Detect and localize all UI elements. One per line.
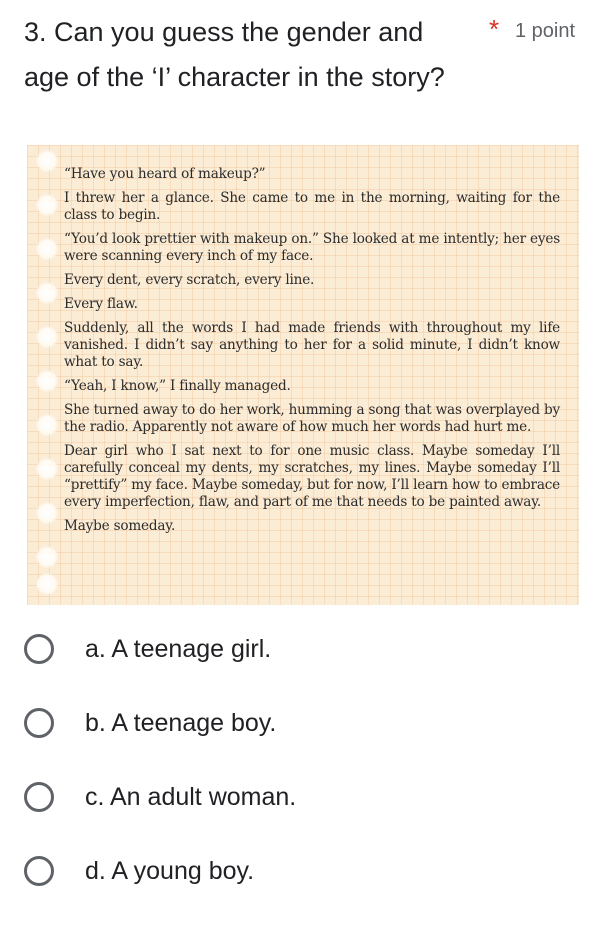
- required-asterisk: *: [489, 14, 500, 44]
- notebook-hole-icon: [36, 282, 58, 304]
- notebook-hole-icon: [36, 238, 58, 260]
- story-paragraph: She turned away to do her work, humming a song that was overplayed by the radio. Apparently not aware of how much her words had hurt me.: [64, 402, 560, 435]
- notebook-hole-icon: [36, 502, 58, 524]
- radio-button-icon[interactable]: [24, 782, 54, 812]
- option-label: d. A young boy.: [85, 857, 255, 885]
- radio-button-icon[interactable]: [24, 708, 54, 738]
- notebook-hole-icon: [36, 150, 58, 172]
- story-image: [27, 145, 579, 605]
- option-b[interactable]: [24, 695, 564, 751]
- story-paragraph: “Yeah, I know,” I finally managed.: [64, 378, 291, 394]
- option-label: b. A teenage boy.: [85, 709, 277, 737]
- notebook-hole-icon: [36, 194, 58, 216]
- story-paragraph: “Have you heard of makeup?”: [64, 166, 266, 182]
- notebook-hole-icon: [36, 414, 58, 436]
- radio-button-icon[interactable]: [24, 856, 54, 886]
- option-label: c. An adult woman.: [85, 783, 297, 811]
- story-paragraph: Every flaw.: [64, 296, 138, 312]
- question-title: 3. Can you guess the gender and age of the ‘I’ character in the story?: [24, 17, 445, 92]
- notebook-hole-icon: [36, 458, 58, 480]
- question-points: 1 point: [515, 20, 576, 42]
- notebook-hole-icon: [36, 546, 58, 568]
- story-paragraph: I threw her a glance. She came to me in the morning, waiting for the class to begin.: [64, 190, 560, 223]
- story-paragraph: Suddenly, all the words I had made friends with throughout my life vanished. I didn’t say anything to her for a solid minute, I didn’t know what to say.: [64, 320, 560, 370]
- notebook-hole-icon: [36, 573, 58, 595]
- option-c[interactable]: [24, 769, 564, 825]
- story-paragraph: Maybe someday.: [64, 518, 176, 534]
- story-paragraph: “You’d look prettier with makeup on.” She looked at me intently; her eyes were scanning every inch of my face.: [64, 231, 560, 264]
- radio-button-icon[interactable]: [24, 634, 54, 664]
- option-d[interactable]: [24, 843, 564, 899]
- notebook-holes: [34, 145, 60, 605]
- option-a[interactable]: [24, 621, 564, 677]
- notebook-hole-icon: [36, 326, 58, 348]
- option-label: a. A teenage girl.: [85, 635, 272, 663]
- story-paragraph: Every dent, every scratch, every line.: [64, 272, 315, 288]
- story-paragraph: Dear girl who I sat next to for one music class. Maybe someday I’ll carefully conceal my dents, my scratches, my lines. Maybe someday I’ll “prettify” my face. Maybe someday, but for now, I’ll learn how to embrace every imperfection, flaw, and part of me that needs to be painted away.: [64, 443, 560, 510]
- notebook-hole-icon: [36, 370, 58, 392]
